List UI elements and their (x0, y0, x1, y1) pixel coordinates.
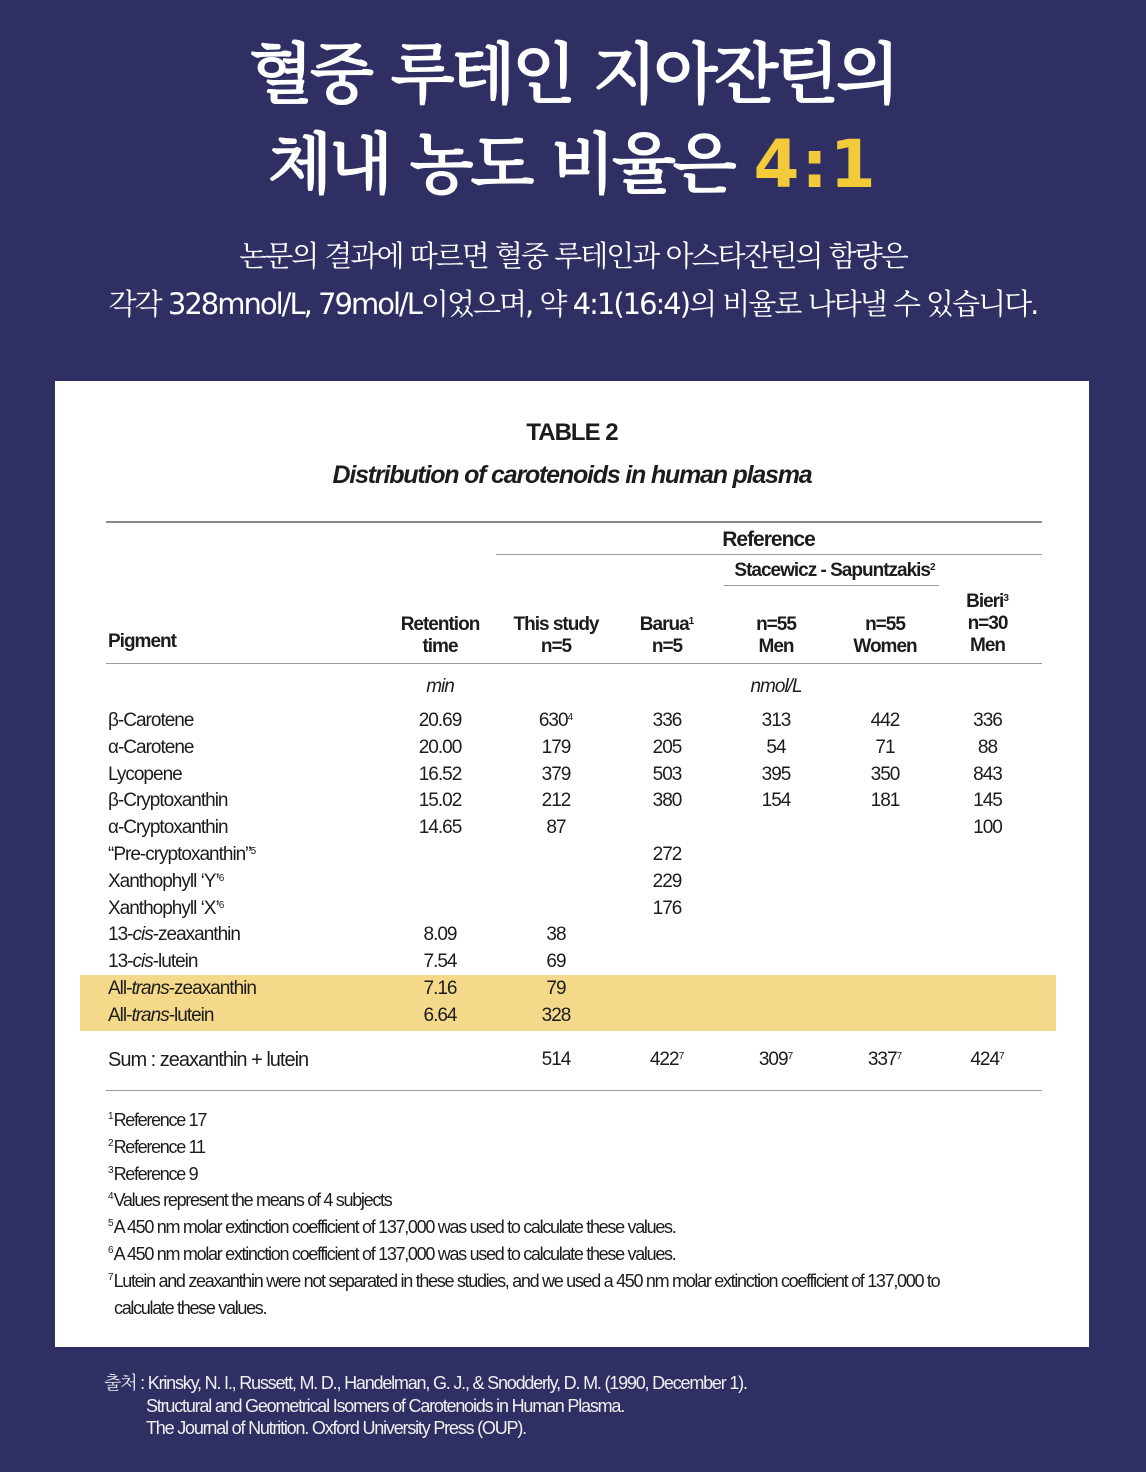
cell-women: 181 (870, 790, 900, 812)
cell-study: 79 (546, 978, 566, 999)
subtitle-line-1: 논문의 결과에 따르면 혈중 루테인과 아스타잔틴의 함량은 (239, 239, 907, 273)
cell-barua: 205 (652, 736, 682, 758)
unit-nmol: nmol/L (750, 676, 802, 697)
sum-this-study: 514 (541, 1049, 571, 1070)
cell-barua: 229 (652, 870, 682, 892)
cell-study: 69 (546, 951, 566, 973)
cell-bieri: 145 (973, 790, 1002, 812)
cell-men: 395 (761, 763, 791, 785)
unit-min: min (426, 676, 454, 697)
cell-men: 154 (761, 790, 791, 812)
sum-women: $337^7$ (867, 1049, 903, 1070)
header-rule (106, 663, 1042, 664)
cell-rt: 20.69 (418, 710, 462, 731)
cell-rt: 6.64 (423, 1004, 457, 1026)
cell-rt: 20.00 (418, 736, 462, 758)
cell-study: 87 (546, 817, 566, 839)
cell-bieri: 843 (973, 763, 1002, 785)
ratio-accent: 4:1 (753, 126, 878, 203)
pigment-name: Xanthophyll ‘X’$^6$ (108, 897, 225, 919)
cell-barua: 336 (652, 710, 682, 731)
cell-rt: 14.65 (418, 817, 462, 839)
col-pigment: Pigment (108, 631, 176, 652)
pigment-name: α-Carotene (108, 736, 194, 758)
cell-rt: 16.52 (418, 763, 462, 785)
cell-barua: 380 (652, 790, 682, 812)
footnote: $^6$A 450 nm molar extinction coefficient of 137,000 was used to calculate these values. (108, 1244, 676, 1264)
pigment-name: Lycopene (108, 763, 182, 785)
reference-rule (496, 554, 1042, 555)
pigment-name: α-Cryptoxanthin (108, 817, 228, 839)
cell-women: 350 (870, 763, 900, 785)
cell-study: 379 (541, 763, 571, 785)
col-this-study: This study n=5 (513, 614, 599, 657)
source-line-3: The Journal of Nutrition. Oxford University Press (OUP). (146, 1418, 526, 1438)
footnote: $^3$Reference 9 (108, 1163, 198, 1184)
cell-bieri: 88 (977, 736, 998, 758)
sum-barua: $422^7$ (649, 1049, 685, 1070)
footnote: calculate these values. (114, 1297, 267, 1318)
cell-study: 38 (546, 924, 566, 946)
table-title: TABLE 2 (526, 419, 618, 446)
pigment-name: 13-cis-zeaxanthin (108, 924, 240, 946)
bottom-rule (106, 1090, 1042, 1091)
pigment-name: All-trans-zeaxanthin (108, 978, 256, 999)
footnote: $^7$Lutein and zeaxanthin were not separated in these studies, and we used a 450 nm molar extinction coefficient of 137,000 to (108, 1270, 940, 1291)
cell-study: $630^4$ (538, 710, 574, 731)
source-line-1: 출처 : Krinsky, N. I., Russett, M. D., Handelman, G. J., & Snodderly, D. M. (1990, December 1). (104, 1373, 747, 1393)
cell-barua: 272 (652, 844, 682, 865)
col-retention: Retention time (400, 614, 480, 657)
table-caption: Distribution of carotenoids in human plasma (332, 461, 812, 489)
pigment-name: β-Cryptoxanthin (108, 790, 228, 812)
title-line-2 (0, 126, 1146, 203)
cell-bieri: 336 (973, 710, 1002, 731)
cell-barua: 503 (652, 763, 682, 785)
footnote: $^5$A 450 nm molar extinction coefficient of 137,000 was used to calculate these values. (108, 1217, 676, 1238)
pigment-name: All-trans-lutein (108, 1004, 214, 1026)
footnote: $^2$Reference 11 (108, 1136, 205, 1157)
cell-men: 54 (766, 736, 786, 758)
stacewicz-rule (724, 585, 939, 586)
cell-rt: 7.54 (423, 951, 457, 973)
col-women: n=55 Women (853, 614, 917, 657)
table-card (55, 381, 1089, 1347)
title-line-2-prefix: 체내 농도 비율은 (268, 126, 754, 203)
cell-women: 71 (875, 736, 895, 758)
cell-rt: 7.16 (423, 978, 457, 999)
source-line-2: Structural and Geometrical Isomers of Carotenoids in Human Plasma. (146, 1395, 625, 1416)
col-barua: Barua$^1$ n=5 (639, 614, 695, 657)
sum-label: Sum : zeaxanthin + lutein (108, 1049, 309, 1071)
col-bieri: Bieri$^3$ n=30 Men (966, 591, 1009, 656)
col-men: n=55 Men (756, 614, 796, 657)
top-rule (106, 521, 1042, 523)
sum-men: $309^7$ (758, 1049, 794, 1070)
cell-rt: 15.02 (418, 790, 462, 812)
footnote: $^1$Reference 17 (108, 1110, 207, 1130)
cell-study: 179 (541, 736, 571, 758)
cell-bieri: 100 (973, 817, 1002, 839)
cell-men: 313 (761, 710, 791, 731)
cell-barua: 176 (652, 897, 682, 919)
pigment-name: 13-cis-lutein (108, 951, 198, 973)
subtitle-line-2: 각각 328mnol/L, 79mol/L이었으며, 약 4:1(16:4)의 비율로 나타낼 수 있습니다. (108, 287, 1038, 321)
cell-women: 442 (870, 710, 900, 731)
cell-study: 212 (541, 790, 571, 812)
cell-study: 328 (541, 1004, 571, 1026)
pigment-name: β-Carotene (108, 710, 194, 731)
footnote: $^4$Values represent the means of 4 subjects (108, 1190, 392, 1211)
pigment-name: Xanthophyll ‘Y’$^6$ (108, 870, 225, 892)
cell-rt: 8.09 (423, 924, 457, 946)
stacewicz-header: Stacewicz - Sapuntzakis$^2$ (734, 560, 936, 581)
pigment-name: “Pre-cryptoxanthin”$^5$ (108, 844, 257, 865)
source-citation (104, 1372, 747, 1440)
sum-bieri: $424^7$ (970, 1049, 1005, 1070)
title-line-1: 혈중 루테인 지아잔틴의 (249, 36, 897, 113)
reference-header: Reference (722, 528, 815, 551)
